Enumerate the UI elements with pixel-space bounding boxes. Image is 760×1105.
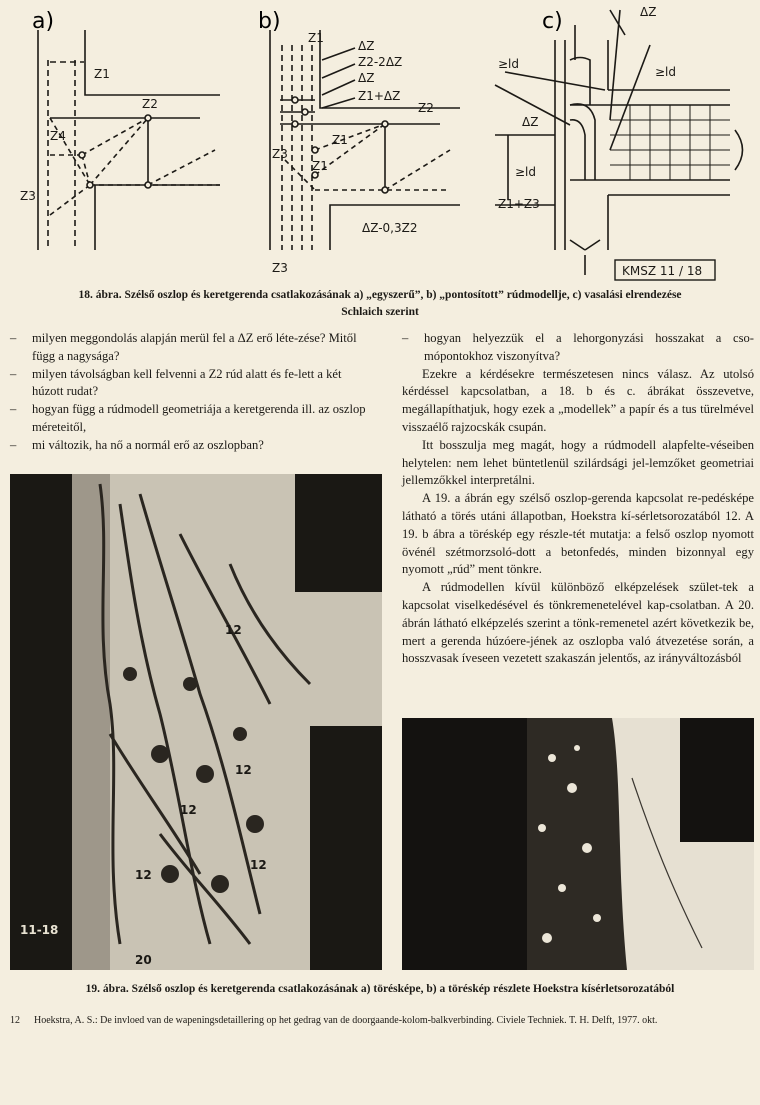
- figure-18c-reinforcement-layout: [495, 10, 743, 275]
- photo-19a-label: 12: [250, 858, 267, 872]
- label-a-z1: Z1: [94, 67, 110, 81]
- kmsz-stamp-text: KMSZ 11 / 18: [622, 264, 703, 278]
- panel-label-a: a): [32, 9, 55, 34]
- kmsz-stamp: [615, 260, 715, 280]
- label-b-z1-mid: Z1: [332, 133, 348, 147]
- body-paragraph: A rúdmodellen kívül különböző elképzelések szület-tek a kapcsolat viselkedésével és tönkremenetelével kap-csolatban. A 20. ábrán látható elképzelés szerint a tönk-remenetel azért következik be, mert a gerenda húzóere-jének az oszlopba való átvezetése során, a hosszvasak íveseen vezetett szakaszán jelentős, az irányváltozásból: [402, 580, 754, 666]
- label-b-z2-2dz: Z2-2ΔZ: [358, 55, 403, 69]
- figure-18-strut-models: [10, 0, 750, 285]
- label-b-z1-dz: Z1+ΔZ: [358, 89, 401, 103]
- panel-label-b: b): [258, 9, 281, 34]
- label-b-z3-bottom: Z3: [272, 261, 288, 275]
- question-item: – hogyan helyezzük el a lehorgonyzási hosszakat a cso-mópontokhoz viszonyítva?: [402, 331, 754, 363]
- photo-19a-label: 12: [225, 623, 242, 637]
- label-a-z2: Z2: [142, 97, 158, 111]
- question-item: – milyen meggondolás alapján merül fel a ΔZ erő léte-zése? Mitől függ a nagysága?: [10, 331, 357, 363]
- label-b-z3-mid: Z3: [272, 147, 288, 161]
- label-c-dz-top: ΔZ: [640, 5, 657, 19]
- footnote-number: 12: [10, 1015, 20, 1026]
- photo-19a-label: 20: [135, 953, 152, 967]
- question-item: – hogyan függ a rúdmodell geometriája a keretgerenda ill. az oszlop méreteitől,: [10, 402, 366, 434]
- photo-19a-label: 12: [135, 868, 152, 882]
- label-c-ld-right: ≥ld: [655, 65, 677, 79]
- figure-18-caption-line2: Schlaich szerint: [341, 305, 419, 318]
- label-b-formula: ΔZ-0,3Z2: [362, 221, 418, 235]
- question-text: hogyan függ a rúdmodell geometriája a keretgerenda ill. az oszlop méreteitől,: [32, 402, 366, 434]
- label-b-z1-low: Z1: [312, 159, 328, 173]
- photo-19a-crack-pattern: [10, 474, 382, 970]
- label-a-z4: Z4: [50, 129, 66, 143]
- label-a-z3: Z3: [20, 189, 36, 203]
- figure-18-caption-line1: 18. ábra. Szélső oszlop és keretgerenda csatlakozásának a) „egyszerű”, b) „pontosított” rúdmodellje, c) vasalási elrendezése: [78, 289, 682, 301]
- figure-19-caption: 19. ábra. Szélső oszlop és keretgerenda csatlakozásának a) törésképe, b) a töréskép részlete Hoekstra kísérletsorozatából: [85, 983, 675, 995]
- label-b-dz-2: ΔZ: [358, 71, 375, 85]
- photo-19a-label: 12: [180, 803, 197, 817]
- label-b-z2: Z2: [418, 101, 434, 115]
- question-text: hogyan helyezzük el a lehorgonyzási hosszakat a cso-mópontokhoz viszonyítva?: [424, 331, 754, 363]
- photo-19a-label: 12: [235, 763, 252, 777]
- question-text: mi változik, ha nő a normál erő az oszlopban?: [32, 437, 264, 452]
- question-item: – mi változik, ha nő a normál erő az oszlopban?: [10, 437, 264, 452]
- body-paragraph: Ezekre a kérdésekre természetesen nincs válasz. Az utolsó kérdéssel kapcsolatban, a 18. b és c. ábrákat összevetve, megállapíthatjuk, hogy ezek a „modellek” a papír és a tus türelmével visszaélő rajzocskák csupán.: [402, 366, 754, 434]
- label-c-z1-z3: Z1+Z3: [498, 197, 540, 211]
- footnote-text: Hoekstra, A. S.: De invloed van de wapeningsdetaillering op het gedrag van de doorgaande-kolom-balkverbinding. Civiele Techniek. T. H. Delft, 1977. okt.: [34, 1015, 658, 1026]
- label-b-z1-top: Z1: [308, 31, 324, 45]
- right-column-text: [402, 330, 754, 668]
- photo-19a-label: 11-18: [20, 923, 59, 937]
- body-paragraph: A 19. a ábrán egy szélső oszlop-gerenda kapcsolat re-pedésképe látható a törés utáni állapotban, Hoekstra kí-sérletsorozatából 12. A 19. b ábra a töréskép egy részle-tét mutatja: a felső oszlop nyomott övénél szétmorzsoló-dott a betonfedés, minden bizonnyal egy nyomott „rúd” ment tönkre.: [402, 491, 754, 577]
- label-c-dz-mid: ΔZ: [522, 115, 539, 129]
- label-b-dz-1: ΔZ: [358, 39, 375, 53]
- question-list: [10, 330, 370, 455]
- panel-label-c: c): [542, 9, 563, 34]
- question-item: – milyen távolságban kell felvenni a Z2 rúd alatt és fe-lett a két húzott rudat?: [10, 366, 342, 399]
- question-text: milyen távolságban kell felvenni a Z2 rúd alatt és fe-lett a két húzott rudat?: [32, 366, 342, 399]
- label-c-ld-left: ≥ld: [498, 57, 520, 71]
- figure-18-caption: [0, 287, 760, 320]
- footnote: [10, 1014, 750, 1028]
- question-text: milyen meggondolás alapján merül fel a ΔZ erő léte-zése? Mitől függ a nagysága?: [32, 331, 357, 363]
- body-paragraph: Itt bosszulja meg magát, hogy a rúdmodell alapfelte-véseiben helytelen: nem lehet büntetlenül szilárdsági jel-lemzőket geometriai jellemzőkkel interpretálni.: [402, 437, 754, 488]
- label-c-ld-mid: ≥ld: [515, 165, 537, 179]
- photo-19b-crack-detail: [402, 718, 754, 970]
